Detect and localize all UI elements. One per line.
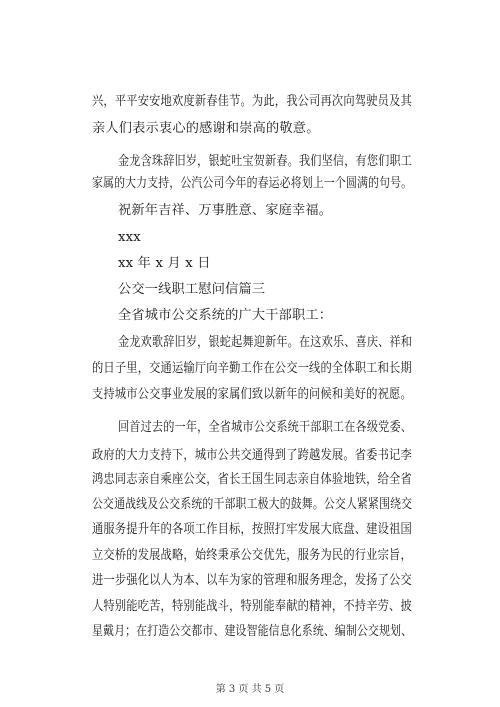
text-line: 兴，平平安安地欢度新春佳节。为此，我公司再次向驾驶员及其 [92,94,412,109]
text-line: 的日子里，交通运输厅向辛勤工作在公交一线的全体职工和长期 [92,361,412,376]
section-title: 公交一线职工慰问信篇三 [118,282,266,297]
text-line: 祝新年吉祥、万事胜意、家庭幸福。 [118,203,333,218]
signature: xxx [118,230,141,245]
text-line: 人特别能吃苦，特别能战斗，特别能奉献的精神，不持辛劳、披 [92,599,412,614]
text-line: 通服务提升年的各项工作目标，按照打牢发展大底盘、建设祖国 [92,522,412,537]
salutation: 全省城市公交系统的广大干部职工： [118,308,333,323]
text-line: 星戴月；在打造公交都市、建设智能信息化系统、编制公交规划、 [92,624,413,639]
text-line: 立交桥的发展战略，始终秉承公交优先，服务为民的行业宗旨， [92,548,412,563]
text-line: 家属的大力支持，公汽公司今年的春运必将划上一个圆满的句号。 [92,176,413,191]
text-line: 金龙含珠辞旧岁，银蛇吐宝贺新春。我们坚信，有您们职工 [118,154,413,169]
text-line: 进一步强化以人为本、以车为家的管理和服务理念，发扬了公交 [92,573,412,588]
text-line: 鸿忠同志亲自乘座公交，省长王国生同志亲自体验地铁，给全省 [92,472,412,487]
text-line: 回首过去的一年，全省城市公交系统干部职工在各级党委、 [118,420,413,435]
date-line: xx 年 x 月 x 日 [118,256,211,271]
text-line: 公交通战线及公交系统的干部职工极大的鼓舞。公交人紧紧围绕交 [92,497,413,512]
text-line: 政府的大力支持下，城市公共交通得到了跨越发展。省委书记李 [92,448,412,463]
text-line: 金龙欢歌辞旧岁，银蛇起舞迎新年。在这欢乐、喜庆、祥和 [118,335,413,350]
text-line: 支持城市公交事业发展的家属们致以新年的问候和美好的祝愿。 [92,387,412,402]
text-line: 亲人们表示衷心的感谢和崇高的敬意。 [92,121,320,136]
page-number: 第 3 页 共 5 页 [215,684,285,695]
